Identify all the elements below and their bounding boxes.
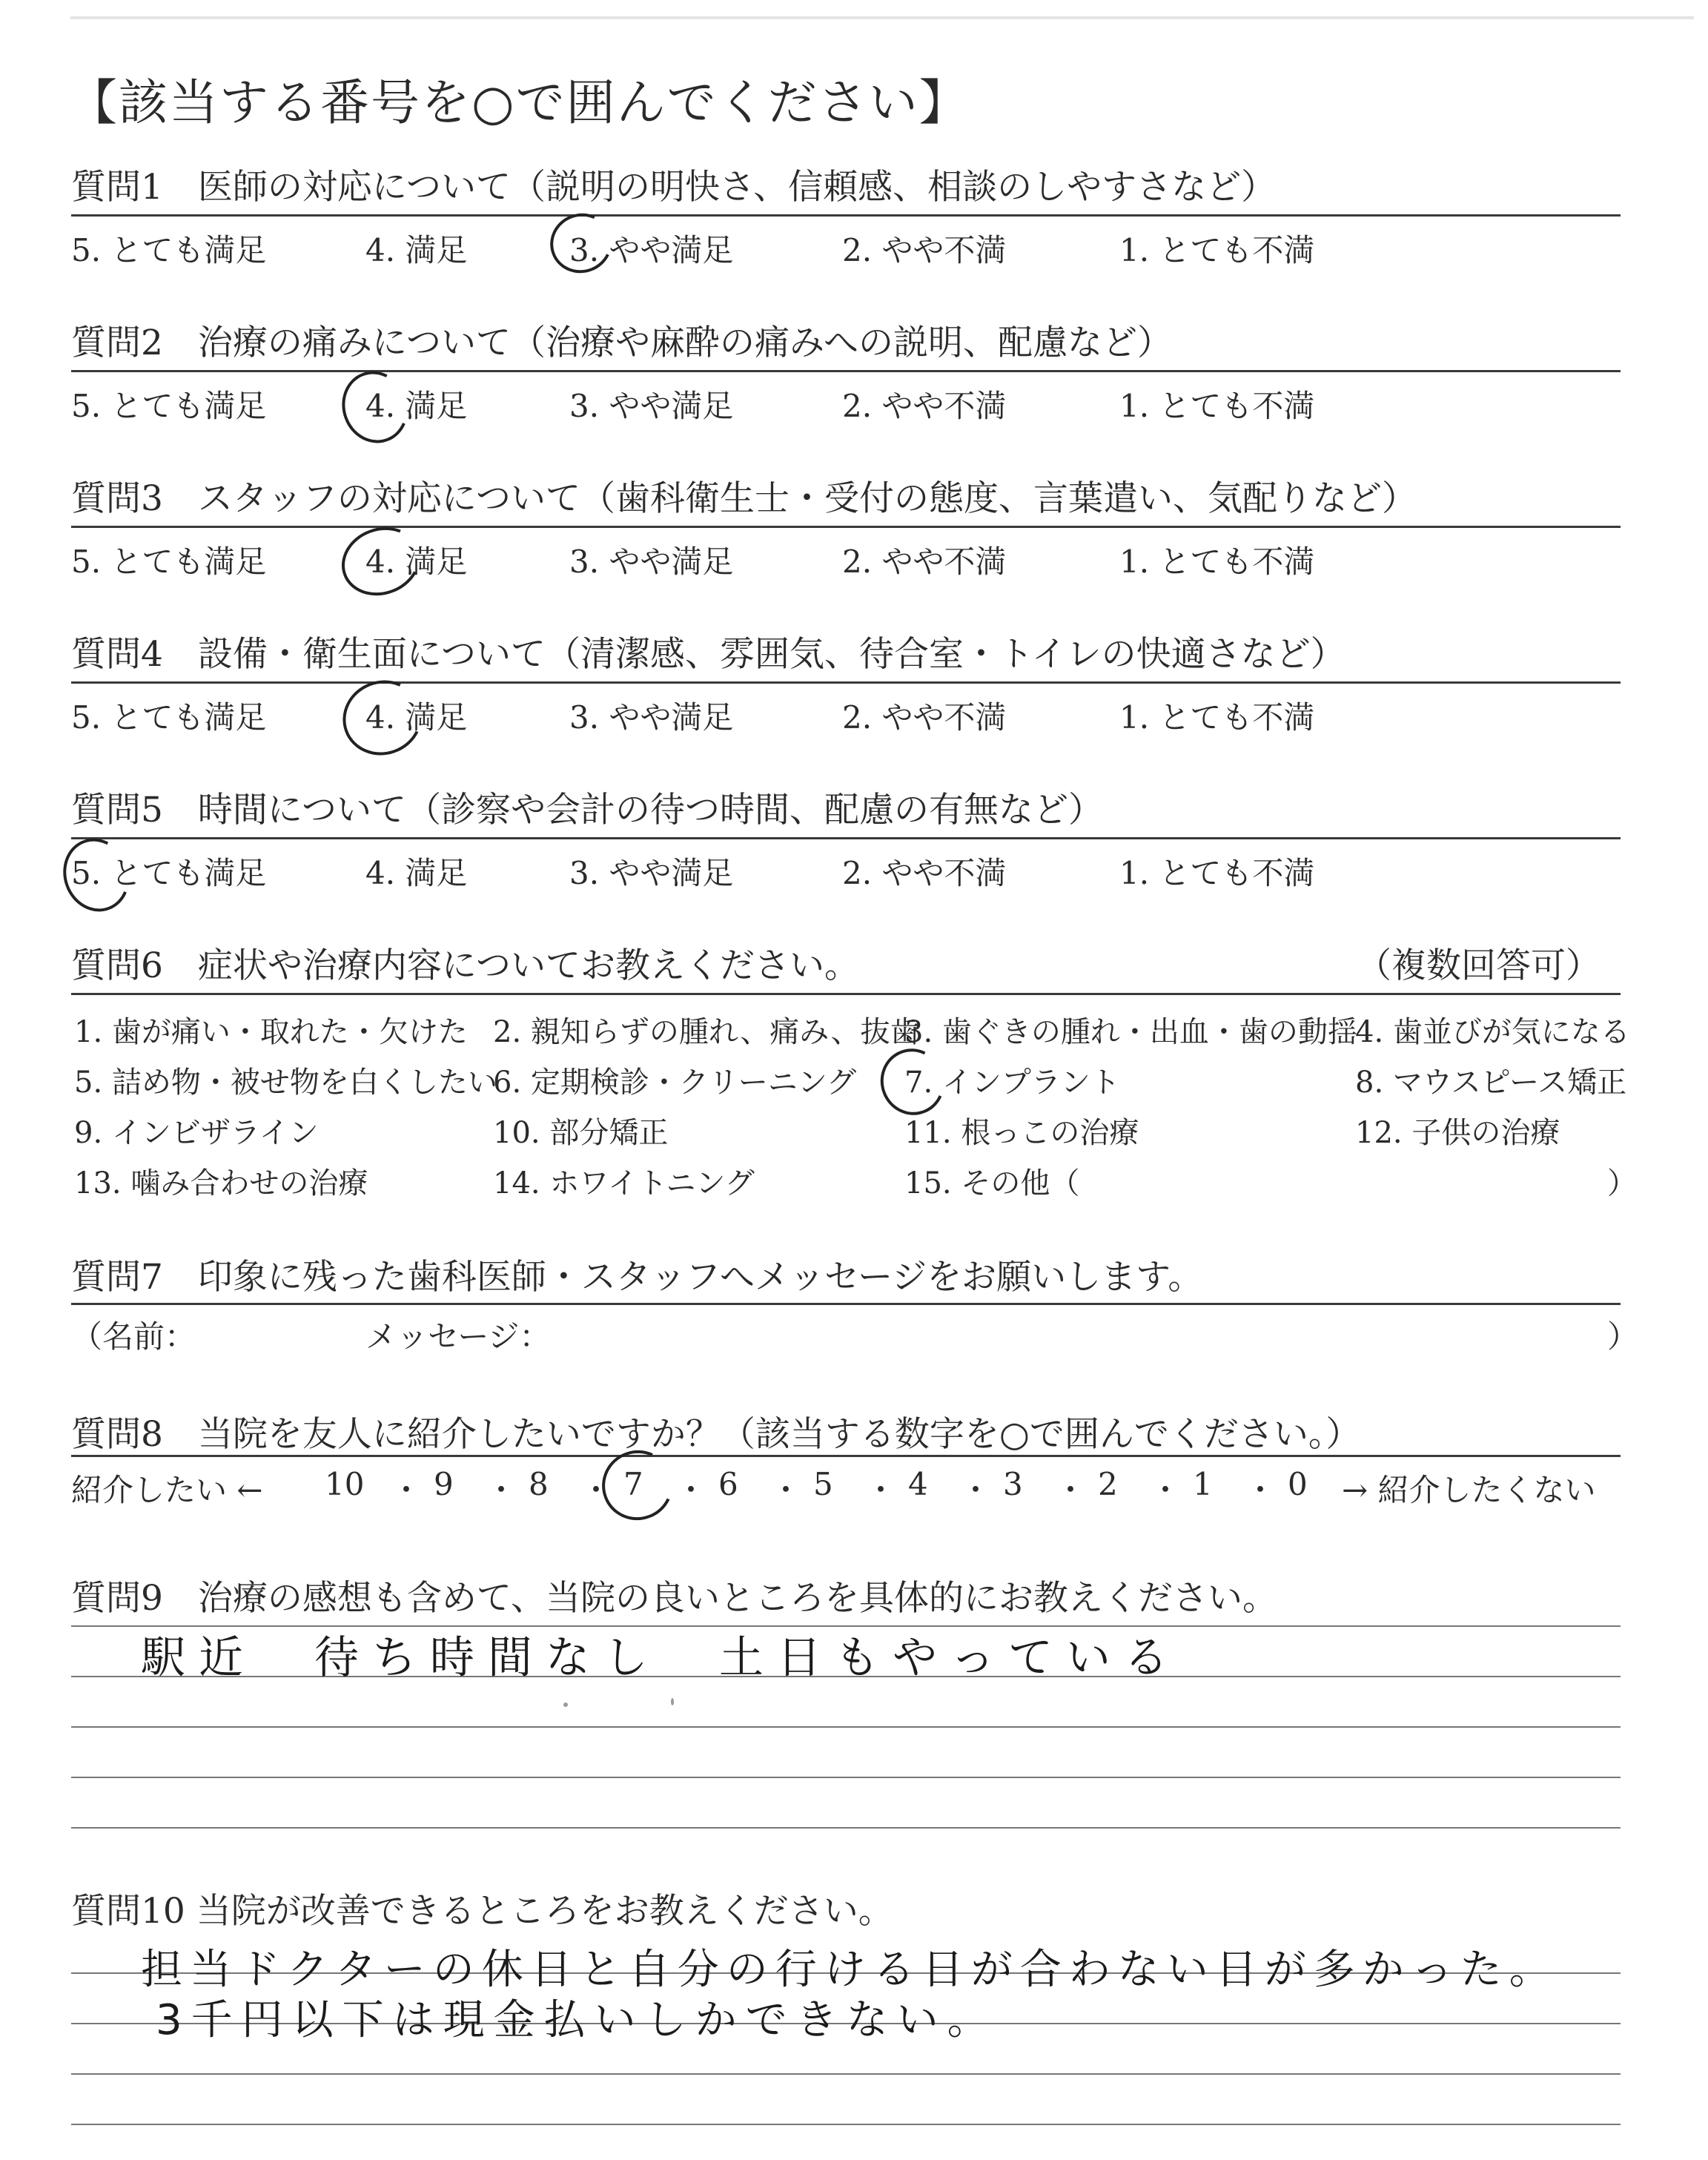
q6-option-14[interactable]: 14. ホワイトニング xyxy=(493,1166,755,1200)
q6-option-5[interactable]: 5. 詰め物・被せ物を白くしたい xyxy=(74,1066,497,1100)
q6-option-15-close: ） xyxy=(1607,1166,1637,1200)
q2-option-4[interactable]: 4. 満足 xyxy=(365,388,468,424)
divider xyxy=(71,993,1621,995)
q4-option-4[interactable]: 4. 満足 xyxy=(365,699,468,736)
answer-line xyxy=(71,1827,1621,1829)
q2-option-1[interactable]: 1. とても不満 xyxy=(1119,388,1315,424)
q4-option-2[interactable]: 2. やや不満 xyxy=(842,699,1007,736)
q8-left-label: 紹介したい ← xyxy=(71,1472,263,1508)
q3-option-2[interactable]: 2. やや不満 xyxy=(842,544,1007,580)
answer-line xyxy=(71,1777,1621,1778)
q3-selection-circle xyxy=(332,516,430,607)
q6-option-15[interactable]: 15. その他（ xyxy=(904,1166,1080,1200)
q1-option-3[interactable]: 3. やや満足 xyxy=(569,232,734,268)
question-2-title: 質問2 治療の痛みについて（治療や麻酔の痛みへの説明、配慮など） xyxy=(71,323,1173,363)
q2-option-2[interactable]: 2. やや不満 xyxy=(842,388,1007,424)
question-6-title: 質問6 症状や治療内容についてお教えください。 xyxy=(71,945,859,986)
q6-option-12[interactable]: 12. 子供の治療 xyxy=(1355,1116,1560,1150)
q1-option-2[interactable]: 2. やや不満 xyxy=(842,232,1007,268)
answer-line xyxy=(71,2124,1621,2125)
q10-handwritten-answer-line-2[interactable]: 3千円以下は現金払いしかできない。 xyxy=(156,1996,998,2044)
q1-option-4[interactable]: 4. 満足 xyxy=(365,232,468,268)
q8-separator: ・ xyxy=(675,1472,707,1508)
q2-option-5[interactable]: 5. とても満足 xyxy=(71,388,267,424)
q4-option-3[interactable]: 3. やや満足 xyxy=(569,699,734,736)
q5-option-4[interactable]: 4. 満足 xyxy=(365,855,468,891)
q5-option-2[interactable]: 2. やや不満 xyxy=(842,855,1007,891)
q8-score-0[interactable]: 0 xyxy=(1288,1466,1308,1502)
q6-option-2[interactable]: 2. 親知らずの腫れ、痛み、抜歯 xyxy=(493,1015,920,1049)
q3-option-4[interactable]: 4. 満足 xyxy=(365,544,468,580)
divider xyxy=(71,1303,1621,1305)
answer-line xyxy=(71,1726,1621,1728)
q8-score-1[interactable]: 1 xyxy=(1193,1466,1213,1502)
q8-score-10[interactable]: 10 xyxy=(325,1466,365,1502)
q10-handwritten-answer-line-1[interactable]: 担当ドクターの休日と自分の行ける日が合わない日が多かった。 xyxy=(141,1946,1558,1994)
divider xyxy=(71,370,1621,372)
q8-score-7[interactable]: 7 xyxy=(623,1466,643,1502)
question-8-title: 質問8 当院を友人に紹介したいですか？（該当する数字を○で囲んでください。） xyxy=(71,1414,1361,1455)
q7-message-label: メッセージ： xyxy=(365,1318,551,1355)
q6-option-11[interactable]: 11. 根っこの治療 xyxy=(904,1116,1139,1150)
question-10-title: 質問10 当院が改善できるところをお教えください。 xyxy=(71,1891,893,1932)
question-4-title: 質問4 設備・衛生面について（清潔感、雰囲気、待合室・トイレの快適さなど） xyxy=(71,634,1345,675)
q8-separator: ・ xyxy=(1055,1472,1087,1508)
q8-score-4[interactable]: 4 xyxy=(908,1466,928,1502)
q3-option-1[interactable]: 1. とても不満 xyxy=(1119,544,1315,580)
q8-score-3[interactable]: 3 xyxy=(1003,1466,1023,1502)
q5-selection-circle xyxy=(53,829,140,921)
q6-option-6[interactable]: 6. 定期検診・クリーニング xyxy=(493,1066,857,1100)
q6-option-13[interactable]: 13. 噛み合わせの治療 xyxy=(74,1166,368,1200)
q4-option-1[interactable]: 1. とても不満 xyxy=(1119,699,1315,736)
q8-score-6[interactable]: 6 xyxy=(718,1466,738,1502)
q6-option-4[interactable]: 4. 歯並びが気になる xyxy=(1355,1015,1630,1049)
q4-selection-circle xyxy=(332,670,433,767)
question-9-title: 質問9 治療の感想も含めて、当院の良いところを具体的にお教えください。 xyxy=(71,1578,1277,1619)
q3-option-5[interactable]: 5. とても満足 xyxy=(71,544,267,580)
page-title: 【該当する番号を○で囲んでください】 xyxy=(68,74,970,131)
divider xyxy=(71,526,1621,528)
divider xyxy=(71,837,1621,839)
scan-speck xyxy=(563,1702,568,1707)
divider xyxy=(71,1455,1621,1457)
q8-separator: ・ xyxy=(1150,1472,1182,1508)
q8-score-2[interactable]: 2 xyxy=(1098,1466,1118,1502)
q8-separator: ・ xyxy=(1245,1472,1277,1508)
q7-close-paren: ） xyxy=(1607,1318,1639,1355)
scan-speck xyxy=(671,1698,674,1705)
question-1-title: 質問1 医師の対応について（説明の明快さ、信頼感、相談のしやすさなど） xyxy=(71,167,1277,208)
question-6-note: （複数回答可） xyxy=(1357,945,1601,986)
q8-separator: ・ xyxy=(770,1472,802,1508)
q5-option-1[interactable]: 1. とても不満 xyxy=(1119,855,1315,891)
q8-separator: ・ xyxy=(391,1472,423,1508)
q8-score-8[interactable]: 8 xyxy=(529,1466,549,1502)
q8-separator: ・ xyxy=(865,1472,897,1508)
q5-option-3[interactable]: 3. やや満足 xyxy=(569,855,734,891)
q6-option-10[interactable]: 10. 部分矯正 xyxy=(493,1116,669,1150)
question-7-title: 質問7 印象に残った歯科医師・スタッフへメッセージをお願いします。 xyxy=(71,1257,1203,1298)
q7-name-label: （名前： xyxy=(71,1318,196,1355)
q8-right-label: → 紹介したくない xyxy=(1342,1472,1596,1508)
q2-selection-circle xyxy=(332,362,418,452)
answer-line xyxy=(71,2073,1621,2075)
scan-edge xyxy=(70,16,1694,19)
q8-score-9[interactable]: 9 xyxy=(434,1466,454,1502)
q6-option-3[interactable]: 3. 歯ぐきの腫れ・出血・歯の動揺 xyxy=(904,1015,1357,1049)
q8-score-5[interactable]: 5 xyxy=(813,1466,833,1502)
q8-separator: ・ xyxy=(486,1472,517,1508)
q1-option-1[interactable]: 1. とても不満 xyxy=(1119,232,1315,268)
question-5-title: 質問5 時間について（診察や会計の待つ時間、配慮の有無など） xyxy=(71,790,1103,830)
q6-option-1[interactable]: 1. 歯が痛い・取れた・欠けた xyxy=(74,1015,468,1049)
divider xyxy=(71,681,1621,684)
q3-option-3[interactable]: 3. やや満足 xyxy=(569,544,734,580)
q8-separator: ・ xyxy=(580,1472,612,1508)
q6-option-7[interactable]: 7. インプラント xyxy=(904,1066,1120,1100)
q1-option-5[interactable]: 5. とても満足 xyxy=(71,232,267,268)
question-3-title: 質問3 スタッフの対応について（歯科衛生士・受付の態度、言葉遣い、気配りなど） xyxy=(71,478,1417,519)
q5-option-5[interactable]: 5. とても満足 xyxy=(71,855,267,891)
q6-option-9[interactable]: 9. インビザライン xyxy=(74,1116,319,1150)
q6-option-8[interactable]: 8. マウスピース矯正 xyxy=(1355,1066,1627,1100)
divider xyxy=(71,214,1621,217)
q2-option-3[interactable]: 3. やや満足 xyxy=(569,388,734,424)
q8-separator: ・ xyxy=(960,1472,992,1508)
q4-option-5[interactable]: 5. とても満足 xyxy=(71,699,267,736)
q9-handwritten-answer[interactable]: 駅近 待ち時間なし 土日もやっている xyxy=(141,1632,1182,1684)
